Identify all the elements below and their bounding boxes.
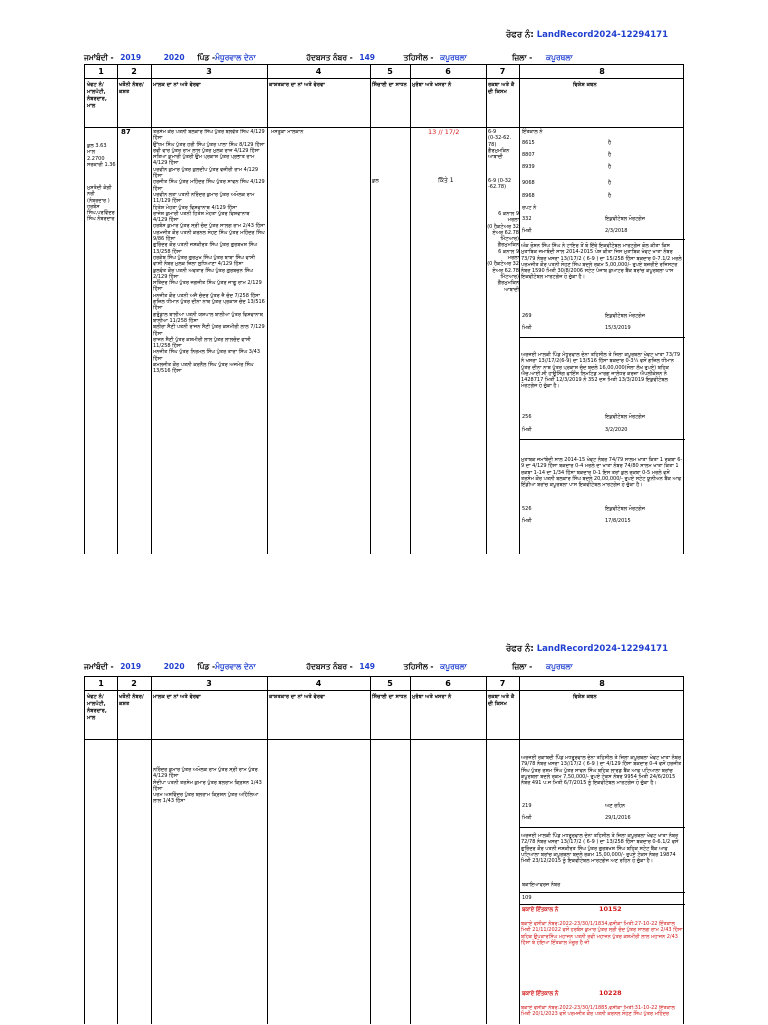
col-number: 3 — [206, 679, 212, 688]
area-detail-long: 6 ਕਨਾਲ 9 ਮਰਲਾ (0 ਹੈਕਟੇਅਰ 32 ਏਅਰ 62.78 ਮਿੰਟਆਰ) ਗੈਰਮੁਮਕਿਨ 6 ਕਨਾਲ 9 ਮਰਲਾ (0 ਹੈਕਟੇਅਰ 32 ਏਅਰ 62.78 ਮਿੰਟਆਰ) ਗੈਰਮੁਮਕਿਨ ਆਬਾਦੀ — [487, 211, 519, 293]
header-bar: ਜਮਾਂਬੰਦੀ - 2019 2020 ਪਿੰਡ -ਮੰਧੂਰਵਾਲ ਦੇਨਾ ਹੱਦਬਸਤ ਨੰਬਰ - 149 ਤਹਿਸੀਲ - ਕਪੂਰਥਲਾ ਜ਼ਿਲਾ - ਕਪੂਰਥਲਾ — [84, 662, 573, 671]
remark-note: ਮੁਤਾਬਕ ਜਮਾਂਬੰਦੀ ਸਾਲ 2014-15 ਖੇਵਟ ਨੰਬਰ 74/79 ਸਾਲਮ ਖਾਤਾ ਕਿਤਾ 1 ਰਕਬਾ 6-9 ਦਾ 4/129 ਹਿੱਸਾ ਬਕਦਾਰ 0-4 ਮਰਲੇ ਦਾ ਖਾਤਾ ਨੰਬਰ 74/80 ਸਾਲਮ ਖਾਤਾ ਕਿਤਾ 1 ਰਕਬਾ 1-14 ਦਾ 1/34 ਹਿੱਸਾ ਬਕਦਾਰ 0-1 ਇਸ ਤਰਾਂ ਕੁਲ ਰਕਬਾ 0-5 ਮਰਲੇ ਵਸੋਂ ਤਰਸੇਮ ਕੌਰ ਪਤਨੀ ਬਲਕਾਰ ਸਿੰਘ ਬਦਲੇ 20,00,000/- ਰੁਪਏ ਸਟੇਟ ਯੂਨੀਅਨ ਬੈਂਕ ਆਫ ਇੰਡੀਆ ਬਰਾਂਚ ਕਪੂਰਥਲਾ ਪਾਸ ਇਕਵੀਟੇਬਲ ਮਾਰਟਗੇਜ ਹੋ ਚੁੱਕਾ ਹੈ। — [521, 457, 683, 489]
column-header-khasra: ਮੁਰੱਬਾ ਅਤੇ ਖਸਰਾ ਨੰ — [412, 82, 452, 88]
column-header-remarks: ਵਿਸ਼ੇਸ਼ ਕਥਨ — [573, 82, 597, 88]
pending-mutation-number: 10152 — [599, 905, 622, 913]
report-type: ਇਕੁਵੀਟੇਬਲ ਮੋਰਟਗੇਜ — [605, 414, 646, 420]
date-label: ਮਿਤੀ — [522, 427, 532, 433]
pending-mutation-text: ਬਕਾਏ ਵਸੀਕਾ ਨੰਬਰ:2022-23/30/1/1834,ਵਸੀਕਾ ਮਿਤੀ:27-10-22 ਇੰਤਕਾਲ ਮਿਤੀ 21/11/2022 ਵਸੋਂ ਹਰਬੰਸ ਕੁਮਾਰ ਪੁੱਤਰ ਸ੍ਰੀ ਚੰਦ ਪੁੱਤਰ ਸਾਲਗ ਰਾਮ 2/43 ਹਿੱਸਾ ਬਹਿਕ ਉਪਕਾਰਸਿੰਘ ਮਹਾਜਨ ਪਤਨੀ ਰਵੀ ਮਹਾਜਨ ਪੁੱਤਰ ਕਸ਼ਮੀਰੀ ਲਾਲ ਮਹਾਜਨ 2/43 ਹਿੱਸਾ ਬੇ ਹੋਇਆ ਇੰਤਕਾਲ ਮੰਜ਼ੂਰ ਹੈ ਜੀ — [521, 921, 683, 946]
column-header-area: ਰਕਬਾ ਅਤੇ ਕੈ ਦੀ ਕਿਸਮ — [488, 82, 515, 95]
pending-mutation-label: ਬਕਾਏ ਇੰਤਕਾਲ ਨੰ — [522, 991, 559, 997]
report-date: 29/1/2016 — [605, 815, 631, 821]
col-number: 3 — [206, 67, 212, 76]
mutation-status: ਹੈ — [608, 180, 612, 186]
report-date: 2/3/2018 — [605, 228, 628, 234]
reference-number: ਰੋਫਰ ਨੰ: LandRecord2024-12294171 — [506, 644, 668, 654]
report-number: 269 — [522, 313, 532, 319]
report-date: 3/2/2020 — [605, 427, 628, 433]
date-label: ਮਿਤੀ — [522, 325, 532, 331]
mutation-status: ਹੈ — [608, 164, 612, 170]
col-number: 8 — [599, 679, 605, 688]
header-bar: ਜਮਾਂਬੰਦੀ - 2019 2020 ਪਿੰਡ -ਮੰਧੂਰਵਾਲ ਦੇਨਾ ਹੱਦਬਸਤ ਨੰਬਰ - 149 ਤਹਿਸੀਲ - ਕਪੂਰਥਲਾ ਜ਼ਿਲਾ - ਕਪੂਰਥਲਾ — [84, 53, 573, 62]
owner-list: ਤਰਸੇਮ ਕੌਰ ਪਤਨੀ ਬਲਕਾਰ ਸਿੰਘ ਪੁੱਤਰ ਬਲਵੰਤ ਸਿੰਘ 4/129 ਹਿੱਸਾ ਉੱਧਮ ਸਿੰਘ ਪੁੱਤਰ ਹਰੀ ਸਿੰਘ ਪੁੱਤਰ ਪਾਲਾ ਸਿੰਘ 8/129 ਹਿੱਸਾ ਰਵੀ ਵਾਰ ਪੁੱਤਰ ਰਾਮ ਲਾਲ ਪੁੱਤਰ ਮੁਲਕ ਰਾਜ 4/129 ਹਿੱਸਾ ਸਤਿਆ ਕੁਮਾਰੀ ਪੁੱਤਰੀ ਉਮ ਪ੍ਰਕਾਸ਼ ਪੁੱਤਰ ਪ੍ਰਭਾਤ ਰਾਮ 4/129 ਹਿੱਸਾ ਪਰਵੀਨ ਕੁਮਾਰ ਪੁੱਤਰ ਕੁਲਦੀਪ ਪੁੱਤਰ ਵਜ਼ੀਰੀ ਰਾਮ 4/129 ਹਿੱਸਾ ਹਰਜੀਤ ਸਿੰਘ ਪੁੱਤਰ ਮਹਿੰਦਰ ਸਿੰਘ ਪੁੱਤਰ ਸਾਵਨ ਸਿੰਘ 4/129 ਹਿੱਸਾ ਪਰਵੀਨ ਲਤਾ ਪਤਨੀ ਨਰਿੰਦਰ ਕੁਮਾਰ ਪੁੱਤਰ ਅਮੋਲਕ ਰਾਮ 11/129 ਹਿੱਸਾ ਹਿਤੇਸ਼ ਮੇਹਤਾ ਪੁੱਤਰ ਵਿਸ਼ਵਾਨਾਥ 4/129 ਹਿੱਸਾ ਰਾਜੇਸ਼ ਕੁਮਾਰੀ ਪਤਨੀ ਹਿਤੇਸ਼ ਮੇਹਤਾ ਪੁੱਤਰ ਵਿਸ਼ਵਾਨਾਥ 4/129 ਹਿੱਸਾ ਹਰਬੰਸ ਕੁਮਾਰ ਪੁੱਤਰ ਸ੍ਰੀ ਚੰਦ ਪੁੱਤਰ ਸਾਲਗ ਰਾਮ 2/43 ਹਿੱਸਾ ਪਰਮਜੀਤ ਕੌਰ ਪਤਨੀ ਕਰਨਲ ਸੋਹਣ ਸਿੰਘ ਪੁੱਤਰ ਮਹਿੰਦਰ ਸਿੰਘ 9/86 ਹਿੱਸਾ ਗੁਰਿੰਦਰ ਕੌਰ ਪਤਨੀ ਜਸ਼ਕੀਰਤ ਸਿੰਘ ਪੁੱਤਰ ਗੁਰਬਖਸ਼ ਸਿੰਘ 13/258 ਹਿੱਸਾ ਹਰਕੰਬ ਸਿੰਘ ਪੁੱਤਰ ਗੁਰਮੁਖ ਸਿੰਘ ਪੁੱਤਰ ਬਾਬਾ ਸਿੰਘ ਵਾਸੀ ਵਾਸੀ ਨੰਬਰ ਮੁਲਕ ਜ਼ਿਲਾ ਲੁਧਿਆਣਾ 4/129 ਹਿੱਸਾ ਕੁਲਵੰਤ ਕੌਰ ਪਤਨੀ ਅਵਤਾਰ ਸਿੰਘ ਪੁੱਤਰ ਗੁਰਬਚਨ ਸਿੰਘ 2/129 ਹਿੱਸਾ ਸਤਿੰਦਰ ਸਿੰਘ ਪੁੱਤਰ ਜਗਜੀਤ ਸਿੰਘ ਪੁੱਤਰ ਜਾਗੂ ਰਾਮ 2/129 ਹਿੱਸਾ ਮਨਜੀਤ ਕੌਰ ਪਤਨੀ ਅਜੈ ਚੰਦਰ ਪੁੱਤਰ ਜੈ ਚੰਦ 7/258 ਹਿੱਸਾ ਗਜ਼ਿਲ ਧੀਮਾਨ ਪੁੱਤਰ ਦੀਨਾ ਨਾਥ ਪੁੱਤਰ ਪ੍ਰਕਾਸ਼ ਚੰਦ 13/516 ਹਿੱਸਾ ਗਰੁੰਡਾਲ ਬਾਲੀਆ ਪਤਨੀ ਯਸ਼ਪਾਲ ਬਾਲੀਆ ਪੁੱਤਰ ਵਿਸ਼ਵਾਨਾਥ ਬਾਲੀਆ 11/258 ਹਿੱਸਾ ਬਲੀਰਾ ਸੈਣੀ ਪਤਨੀ ਰਾਜਨ ਸੈਣੀ ਪੁੱਤਰ ਕਸ਼ਮੀਰੀ ਲਾਲ 7/129 ਹਿੱਸਾ ਰਾਜਨ ਸੈਣੀ ਪੁੱਤਰ ਕਸ਼ਮੀਰੀ ਲਾਲ ਪੁੱਤਰ ਲਾਲਚੰਦ ਵਾਸੀ 11/258 ਹਿੱਸਾ ਮਨਜੀਤ ਸਿੰਘ ਪੁੱਤਰ ਨਿਰਮਲ ਸਿੰਘ ਪੁੱਤਰ ਤਾਰਾ ਸਿੰਘ 3/43 ਹਿੱਸਾ ਕਮਲਜੀਤ ਕੌਰ ਪਤਨੀ ਕਰਨੈਲ ਸਿੰਘ ਪੁੱਤਰ ਅਜਮੇਰ ਸਿੰਘ 13/516 ਹਿੱਸਾ — [153, 129, 265, 375]
tenant-name: ਮਸਤੂਕਾ ਮਾਲਕਾਨ — [271, 129, 304, 135]
column-header-area: ਰਕਬਾ ਅਤੇ ਕੈ ਦੀ ਕਿਸਮ — [488, 694, 515, 707]
mutation-status: ਹੈ — [608, 193, 612, 199]
col-number: 4 — [315, 679, 322, 688]
kitte-count: ਕਿੱਤੇ 1 — [438, 177, 454, 184]
khatoni-number: 87 — [121, 128, 131, 136]
report-type: ਇਕੁਵੀਟੇਬਲ ਮੋਰਟਗੇਜ — [605, 313, 646, 319]
remark-note: ਅਰਜਈ ਮਾਲਕੀ ਪਿੰਡ ਮਧਰੂਰਵਾਲ ਦੇਨਾ ਤਹਿਸੀਲ ਤੇ ਜ਼ਿਲਾ ਕਪੂਰਥਲਾ ਖੇਵਟ ਖਾਤਾ ਨੰਬਰ 72/78 ਨੰਬਰ ਖਸਰਾ 13//17/2 ( 6-9 ) ਦਾ 13/258 ਹਿੱਸਾ ਬਕਦਾਰ 0-6.1/2 ਵਸੋਂ ਗੁਰਿੰਦਰ ਕੌਰ ਪਤਨੀ ਜਸ਼ਕੀਰਤ ਸਿੰਘ ਪੁੱਤਰ ਗੁਰਬਖਸ਼ ਸਿੰਘ ਬਹਿਕ ਸਟੇਟ ਬੈਂਕ ਆਫ ਪਟਿਆਲਾ ਬਰਾਂਚ ਕਪੂਰਥਲਾ ਬਦਲੇ ਰਕਮ 15,00,000/- ਰੁਪਏ ਟੇਕਸ ਨੰਬਰ 19874 ਮਿਤੀ 23/12/2015 ਨੂੰ ਇਕਵੀਟੇਬਲ ਮਾਰਟਗੇਜ ਅਣ ਰਹਿਨ ਹੋ ਚੁੱਕਾ ਹੈ। — [521, 833, 679, 865]
col-number: 7 — [499, 679, 506, 688]
col-number: 2 — [131, 67, 137, 76]
pending-mutation-number: 10228 — [599, 989, 622, 997]
pending-mutation-label: ਬਕਾਏ ਇੰਤਕਾਲ ਨੰ — [522, 907, 559, 913]
column-header-tenant: ਕਾਸ਼ਤਕਾਰ ਦਾ ਨਾਂ ਅਤੇ ਵੇਰਵਾ — [269, 82, 325, 88]
pending-label: ਬਕਾਇਆਵਰਜ ਨੰਬਰ — [522, 882, 561, 888]
col-number: 6 — [445, 67, 451, 76]
mutation-number: 8968 — [522, 193, 535, 199]
report-number: 526 — [522, 506, 532, 512]
mutation-number: 8939 — [522, 164, 535, 170]
col-number: 4 — [315, 67, 322, 76]
numbardar-details: ਮੁਸ਼ਤੰਦੀ ਕੰਗੀ ਨਰੀ (ਨੰਬਰਦਾਰ ) ਹਰਬੰਸ ਸਿੰਘ,ਪਰਵਿੰਦਰ ਸਿੰਘ ਨੰਬਰਦਾਰ — [87, 185, 115, 223]
mutation-label: ਇੰਤਕਾਲ ਨੰ — [522, 129, 543, 135]
mutation-number: 9068 — [522, 180, 535, 186]
column-header-khewat: ਖੇਵਟ ਨੰ/ ਮਾਲਪੱਟੀ, ਨੰਬਰਦਾਰ, ਮਾਲ — [87, 82, 107, 109]
remark-note: ਅਰਜਈ ਰਕਾਬਦੀ ਪਿੰਡ ਮਧਰੂਰਵਾਲ ਦੇਨਾ ਤਹਿਸੀਲ ਤੇ ਜ਼ਿਲਾ ਕਪੂਰਥਲਾ ਖੇਵਟ ਖਾਤਾ ਨੰਬਰ 79/78 ਨੰਬਰ ਖਸਰਾ 13//17/2 ( 6-9 ) ਦਾ 4/129 ਹਿੱਸਾ ਬਕਦਾਰ 0-4 ਵਸੋਂ ਹਰਜੀਤ ਸਿੰਘ ਪੁੱਤਰ ਰਸ਼ਮ ਸਿੰਘ ਪੁੱਤਰ ਸਾਵਨ ਸਿੰਘ ਬਹਿਕ ਲਾਰਡ ਬੈਂਕ ਆਫ ਪਟਿਆਲਾ ਬਰਾਂਚ ਕਪੂਰਥਲਾ ਬਦਲੇ ਰਕਮ 7,50,000/- ਰੁਪਏ ਟੇਕਸ ਨੰਬਰ 9954 ਮਿਤੀ 24/6/2015 ਨੰਬਰ 491 ਪ.ਜ ਮਿਤੀ 6/7/2015 ਨੂੰ ਇਕਵੀਟੇਬਲ ਮਾਰਟਗੇਜ ਹੋ ਚੁੱਕਾ ਹੈ। — [521, 755, 682, 787]
mutation-status: ਹੈ — [608, 152, 612, 158]
col-number: 6 — [445, 679, 451, 688]
col-number: 8 — [599, 67, 605, 76]
col-number: 2 — [131, 679, 137, 688]
column-header-khatoni: ਖਤੌਨੀ ਨੰਬਰ/ ਕਸ਼ਤ — [119, 82, 144, 95]
col-number: 1 — [98, 67, 104, 76]
pending-mutation-text: ਬਕਾਏ ਵਸੀਕਾ ਨੰਬਰ:2022-23/30/1/1885,ਵਸੀਕਾ ਮਿਤੀ:31-10-22 ਇੰਤਕਾਲ ਮਿਤੀ 20/1/2023 ਵਸੋਂ ਪਰਮਜੀਤ ਕੌਰ ਪਤਨੀ ਕਰਨਲ ਸੋਹਣ ਸਿੰਘ ਪੁੱਤਰ ਮਹਿੰਦਰ — [521, 1005, 675, 1018]
remark-note: ਅੰਕ ਰੋਸ਼ਨ ਸਿੰਘ ਸਿੰਘ ਨੇ ਟਾਇਰ ਤੋਂ ਬੋ ਇੱਥੇ ਇਕਵੀਟੇਬਲ ਮਾਰਟਗੇਜ ਕੋਲ ਕੀਤਾ ਕਿਸ ਮੁਤਾਬਿਕ ਜਮਾਬੰਦੀ ਸਾਲ 2014-2015 ਪੇਸ਼ ਕੀਤਾ ਜਿਸ ਮੁਤਾਬਿਕ ਖੇਵਟ ਖਾਤਾ ਨੰਬਰ 73/79 ਨੰਬਰ ਖਸਰਾ 13//17/2 ( 6-9 ) ਦਾ 15/258 ਹਿੱਸਾ ਬਕਦਾਰ 0-7.1/2 ਮਰਲੇ ਪਰਮਜੀਤ ਕੌਰ ਪਤਨੀ ਸੋਹਣ ਸਿੰਘ ਬਦਲੇ ਰਕਮ 5,00,000/- ਰੁਪਏ ਬਜ਼ਰੀਏ ਰਜਿਸਟਰ ਨੰਬਰ 1590 ਮਿਤੀ 30/8/2006 ਸਟੇਟ ਪੰਜਾਬ ਕੁਆਟਰ ਬੈਂਕ ਬਰਾਂਚ ਕਪੂਰਥਲਾ ਪਾਸ ਇਕਵੀਟੇਬਲ ਮਾਰਟਗੇਜ ਹੋ ਚੁੱਕਾ ਹੈ। — [521, 243, 682, 281]
column-header-khewat: ਖੇਵਟ ਨੰ/ ਮਾਲਪੱਟੀ, ਨੰਬਰਦਾਰ, ਮਾਲ — [87, 694, 107, 721]
column-header-tenant: ਕਾਸ਼ਤਕਾਰ ਦਾ ਨਾਂ ਅਤੇ ਵੇਰਵਾ — [269, 694, 325, 700]
column-header-remarks: ਵਿਸ਼ੇਸ਼ ਕਥਨ — [573, 694, 597, 700]
irrigation-source: ਕੁਲ — [372, 178, 379, 184]
col-number: 5 — [387, 67, 393, 76]
report-type: ਅਣ ਰਹਿਨ — [605, 803, 626, 809]
report-number: 219 — [522, 803, 532, 809]
report-type: ਇਕੁਵੀਟੇਬਲ ਮੋਰਟਗੇਜ — [605, 216, 646, 222]
pending-number: 109 — [522, 895, 532, 901]
owner-list: ਨਰਿੰਦਰ ਕੁਮਾਰ ਪੁੱਤਰ ਅਮੋਲਕ ਰਾਮ ਪੁੱਤਰ ਸ੍ਰੀ ਰਾਮ ਪੁੱਤਰ 4/129 ਹਿੱਸਾ ਸੰਦੀਪਾ ਪਤਨੀ ਤਰਸੇਮ ਕੁਮਾਰ ਪੁੱਤਰ ਬਲਰਾਮ ਕ੍ਰਿਸ਼ਨ 1/43 ਹਿੱਸਾ ਪਰਮ ਅਸ਼ਵਿੰਦਰ ਪੁੱਤਰ ਬਲਰਾਮ ਕ੍ਰਿਸ਼ਨ ਪੁੱਤਰ ਅਹਿੱਲਿਆ ਲਾਲ 1/43 ਹਿੱਸਾ — [153, 767, 262, 805]
report-number: 256 — [522, 414, 532, 420]
report-date: 17/8/2015 — [605, 518, 631, 524]
column-header-khatoni: ਖਤੌਨੀ ਨੰਬਰ/ ਕਸ਼ਤ — [119, 694, 144, 707]
mutation-number: 8615 — [522, 140, 535, 146]
date-label: ਮਿਤੀ — [522, 815, 532, 821]
area-detail: 6-9 (0-32 -62.78) — [488, 178, 512, 191]
date-label: ਮਿਤੀ — [522, 228, 532, 234]
remark-note: ਅਰਜਈ ਮਾਲਕੀ ਪਿੰਡ ਮੰਧੂਰਵਾਲ ਦੇਨਾ ਤਹਿਸੀਲ ਤੇ ਜ਼ਿਲਾ ਕਪੂਰਥਲਾ ਖੇਵਟ ਖਾਤਾ 73/79 ਨੰ ਖਸਰਾ 13//17/2(6-9) ਦਾ 13/516 ਹਿੱਸਾ ਬਕਦਾਰ 0-3¼ ਵਸੋਂ ਗਜ਼ਿਲ ਧੀਮਾਨ ਪੁੱਤਰ ਦੀਨਾ ਨਾਥ ਪੁੱਤਰ ਪ੍ਰਕਾਸ਼ ਚੰਦ ਬਦਲੇ 16,00,000(ਸੋਲਾ ਲੱਖ ਰੁਪਏ) ਬਹਿਕ ਐਚ.ਆਈ.ਸੀ ਹਾਊਸਿੰਗ ਫਾਇੰਸ ਲਿਮਟਿਡ ਮਾਰਗ ਜਾਲੰਧਰ ਕਰਜ਼ਾ ਐਪਲੀਕੇਸ਼ਨ ਨੰ 1428717 ਮਿਤੀ 12/3/2019 ਨੰ 352 ਦਸ ਮਿਤੀ 13/3/2019 ਇਕੁਵੀਟੇਬਲ ਮੋਰਟਗੇਜ ਹੋ ਚੁੱਕਾ ਹੈ। — [521, 352, 681, 390]
column-header-irrigation: ਸਿੰਚਾਈ ਦਾ ਸਾਧਨ — [372, 82, 407, 88]
record-table — [84, 64, 684, 554]
report-label: ਰਪਟ ਨੰ — [522, 205, 537, 211]
col-number: 1 — [98, 679, 104, 688]
report-date: 15/3/2019 — [605, 325, 631, 331]
date-label: ਮਿਤੀ — [522, 518, 532, 524]
reference-number: ਰੋਫਰ ਨੰ: LandRecord2024-12294171 — [506, 30, 668, 40]
murabba-khasra: 13 // 17/2 — [428, 128, 460, 136]
col-number: 5 — [387, 679, 393, 688]
column-header-owner: ਮਾਲਕ ਦਾ ਨਾਂ ਅਤੇ ਵੇਰਵਾ — [153, 694, 201, 700]
column-header-irrigation: ਸਿੰਚਾਈ ਦਾ ਸਾਧਨ — [372, 694, 407, 700]
report-type: ਇਕੁਵੀਟੇਬਲ ਮੋਰਟਗੇਜ — [605, 506, 646, 512]
column-header-owner: ਮਾਲਕ ਦਾ ਨਾਂ ਅਤੇ ਵੇਰਵਾ — [153, 82, 201, 88]
record-table — [84, 676, 684, 1024]
khewat-details: ਕੁਲ 3.63 ਮਾਲ 2.2700 ਸਰਕਾਰੀ 1.36 — [87, 143, 116, 168]
column-header-khasra: ਮੁਰੱਬਾ ਅਤੇ ਖਸਰਾ ਨੰ — [412, 694, 452, 700]
col-number: 7 — [499, 67, 506, 76]
mutation-status: ਹੈ — [608, 140, 612, 146]
area-detail: 6-9 (0-32-62. 78) ਗੈਰਮੁਮਕਿਨ ਆਬਾਦੀ — [488, 129, 512, 161]
report-number: 332 — [522, 216, 532, 222]
mutation-number: 8807 — [522, 152, 535, 158]
